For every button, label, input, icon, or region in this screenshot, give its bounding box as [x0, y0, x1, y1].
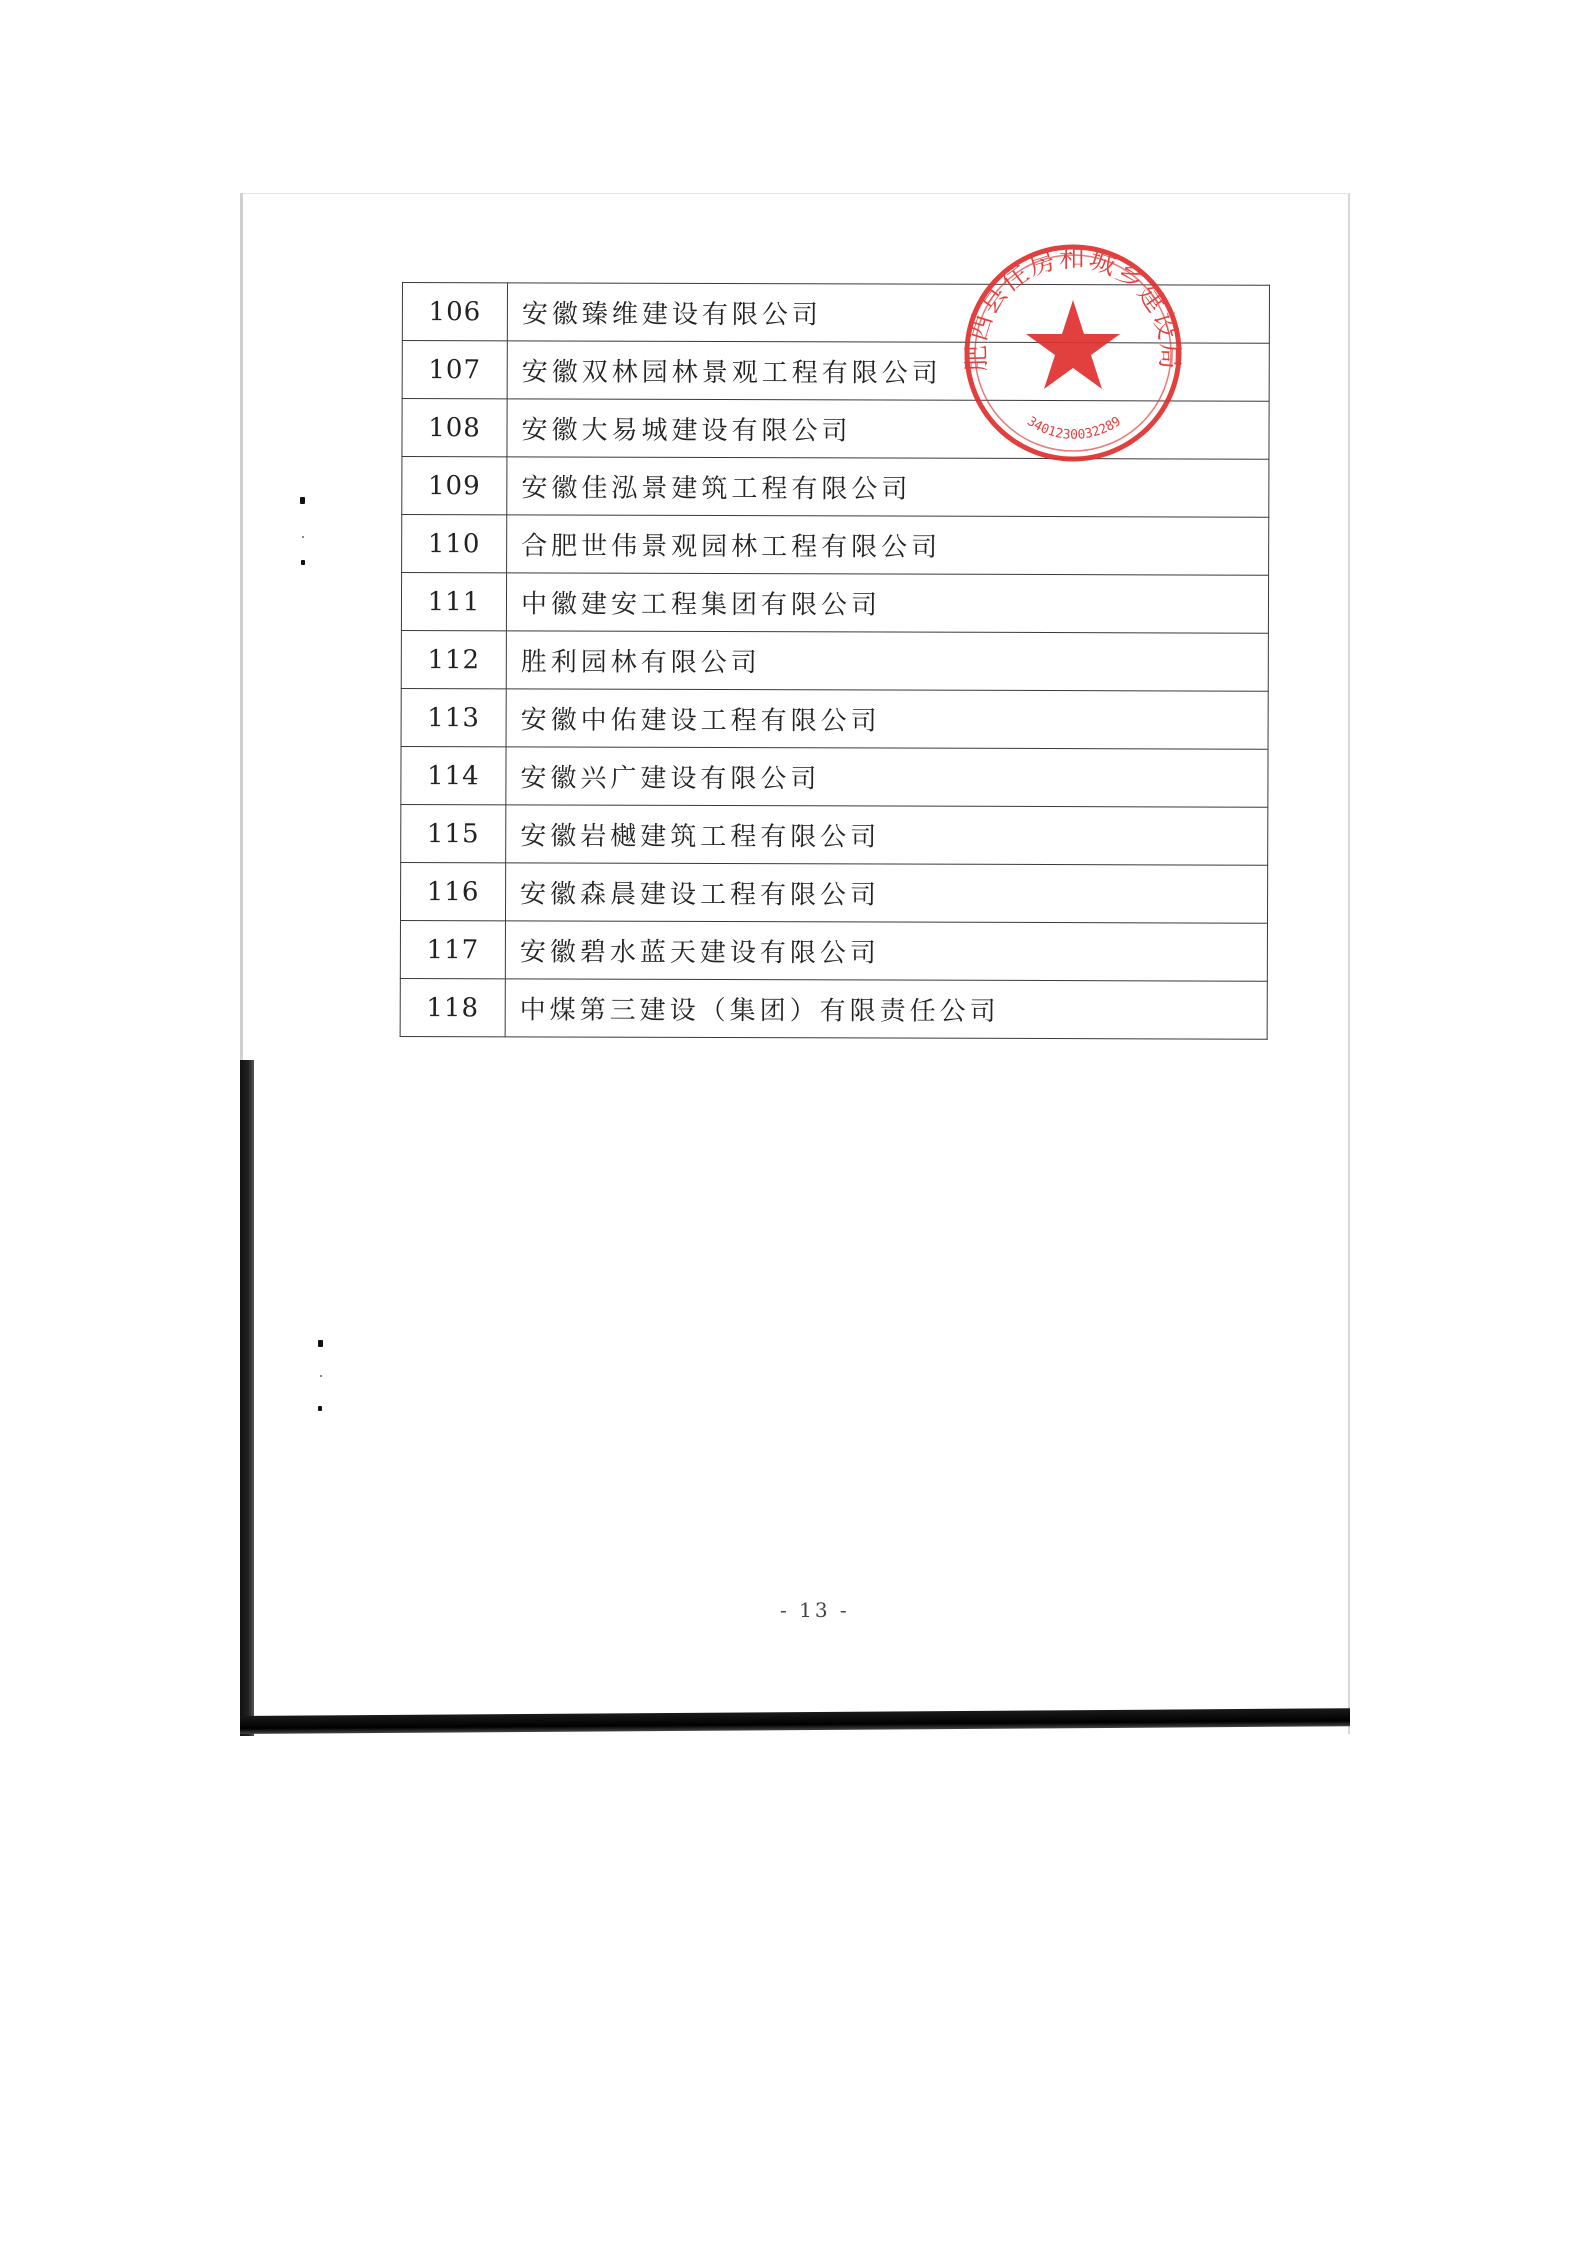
- company-name: 安徽森晨建设工程有限公司: [505, 863, 1267, 923]
- page-left-edge: [240, 193, 243, 1063]
- table-row: [401, 804, 1268, 865]
- company-name: 胜利园林有限公司: [506, 631, 1268, 691]
- row-number: 118: [400, 978, 505, 1036]
- scan-shadow-left: [240, 1060, 254, 1736]
- row-number: 115: [401, 804, 506, 862]
- row-number: 109: [402, 457, 507, 515]
- table-row: [402, 515, 1269, 576]
- scan-speck: [320, 1375, 322, 1377]
- table-row: [401, 746, 1268, 807]
- row-number: 113: [401, 688, 506, 746]
- row-number: 106: [402, 283, 507, 341]
- company-name: 安徽佳泓景建筑工程有限公司: [507, 457, 1269, 517]
- binding-mark: [301, 560, 305, 565]
- company-name: 安徽岩樾建筑工程有限公司: [506, 805, 1268, 865]
- row-number: 107: [402, 341, 507, 399]
- binding-mark: [318, 1340, 323, 1347]
- table-row: [400, 978, 1267, 1039]
- row-number: 110: [402, 515, 507, 573]
- company-name: 中徽建安工程集团有限公司: [506, 573, 1268, 633]
- company-name: 合肥世伟景观园林工程有限公司: [507, 515, 1269, 575]
- table-row: [400, 920, 1267, 981]
- company-name: 安徽中佑建设工程有限公司: [506, 689, 1268, 749]
- company-name: 安徽兴广建设有限公司: [506, 747, 1268, 807]
- official-seal-stamp: [958, 238, 1188, 468]
- row-number: 116: [400, 862, 505, 920]
- seal-ring-text: 肥西县住房和城乡建设局: [961, 243, 1185, 372]
- scan-speck: [302, 536, 304, 538]
- company-name: 安徽碧水蓝天建设有限公司: [505, 921, 1267, 981]
- company-name: 安徽双林园林景观工程有限公司: [507, 341, 1269, 401]
- seal-star-icon: [1026, 300, 1120, 389]
- binding-mark: [300, 497, 305, 504]
- company-name: 安徽大易城建设有限公司: [507, 399, 1269, 459]
- table-row: [401, 573, 1268, 634]
- row-number: 117: [400, 920, 505, 978]
- seal-code-text: 3401230032289: [1024, 414, 1124, 443]
- binding-mark: [318, 1406, 322, 1411]
- row-number: 112: [401, 630, 506, 688]
- table-row: [401, 688, 1268, 749]
- row-number: 111: [401, 573, 506, 631]
- table-row: [401, 630, 1268, 691]
- company-name: 安徽臻维建设有限公司: [507, 283, 1269, 343]
- page-number: - 13 -: [780, 1598, 850, 1622]
- row-number: 114: [401, 746, 506, 804]
- row-number: 108: [402, 399, 507, 457]
- table-row: [400, 862, 1267, 923]
- company-name: 中煤第三建设（集团）有限责任公司: [505, 979, 1267, 1039]
